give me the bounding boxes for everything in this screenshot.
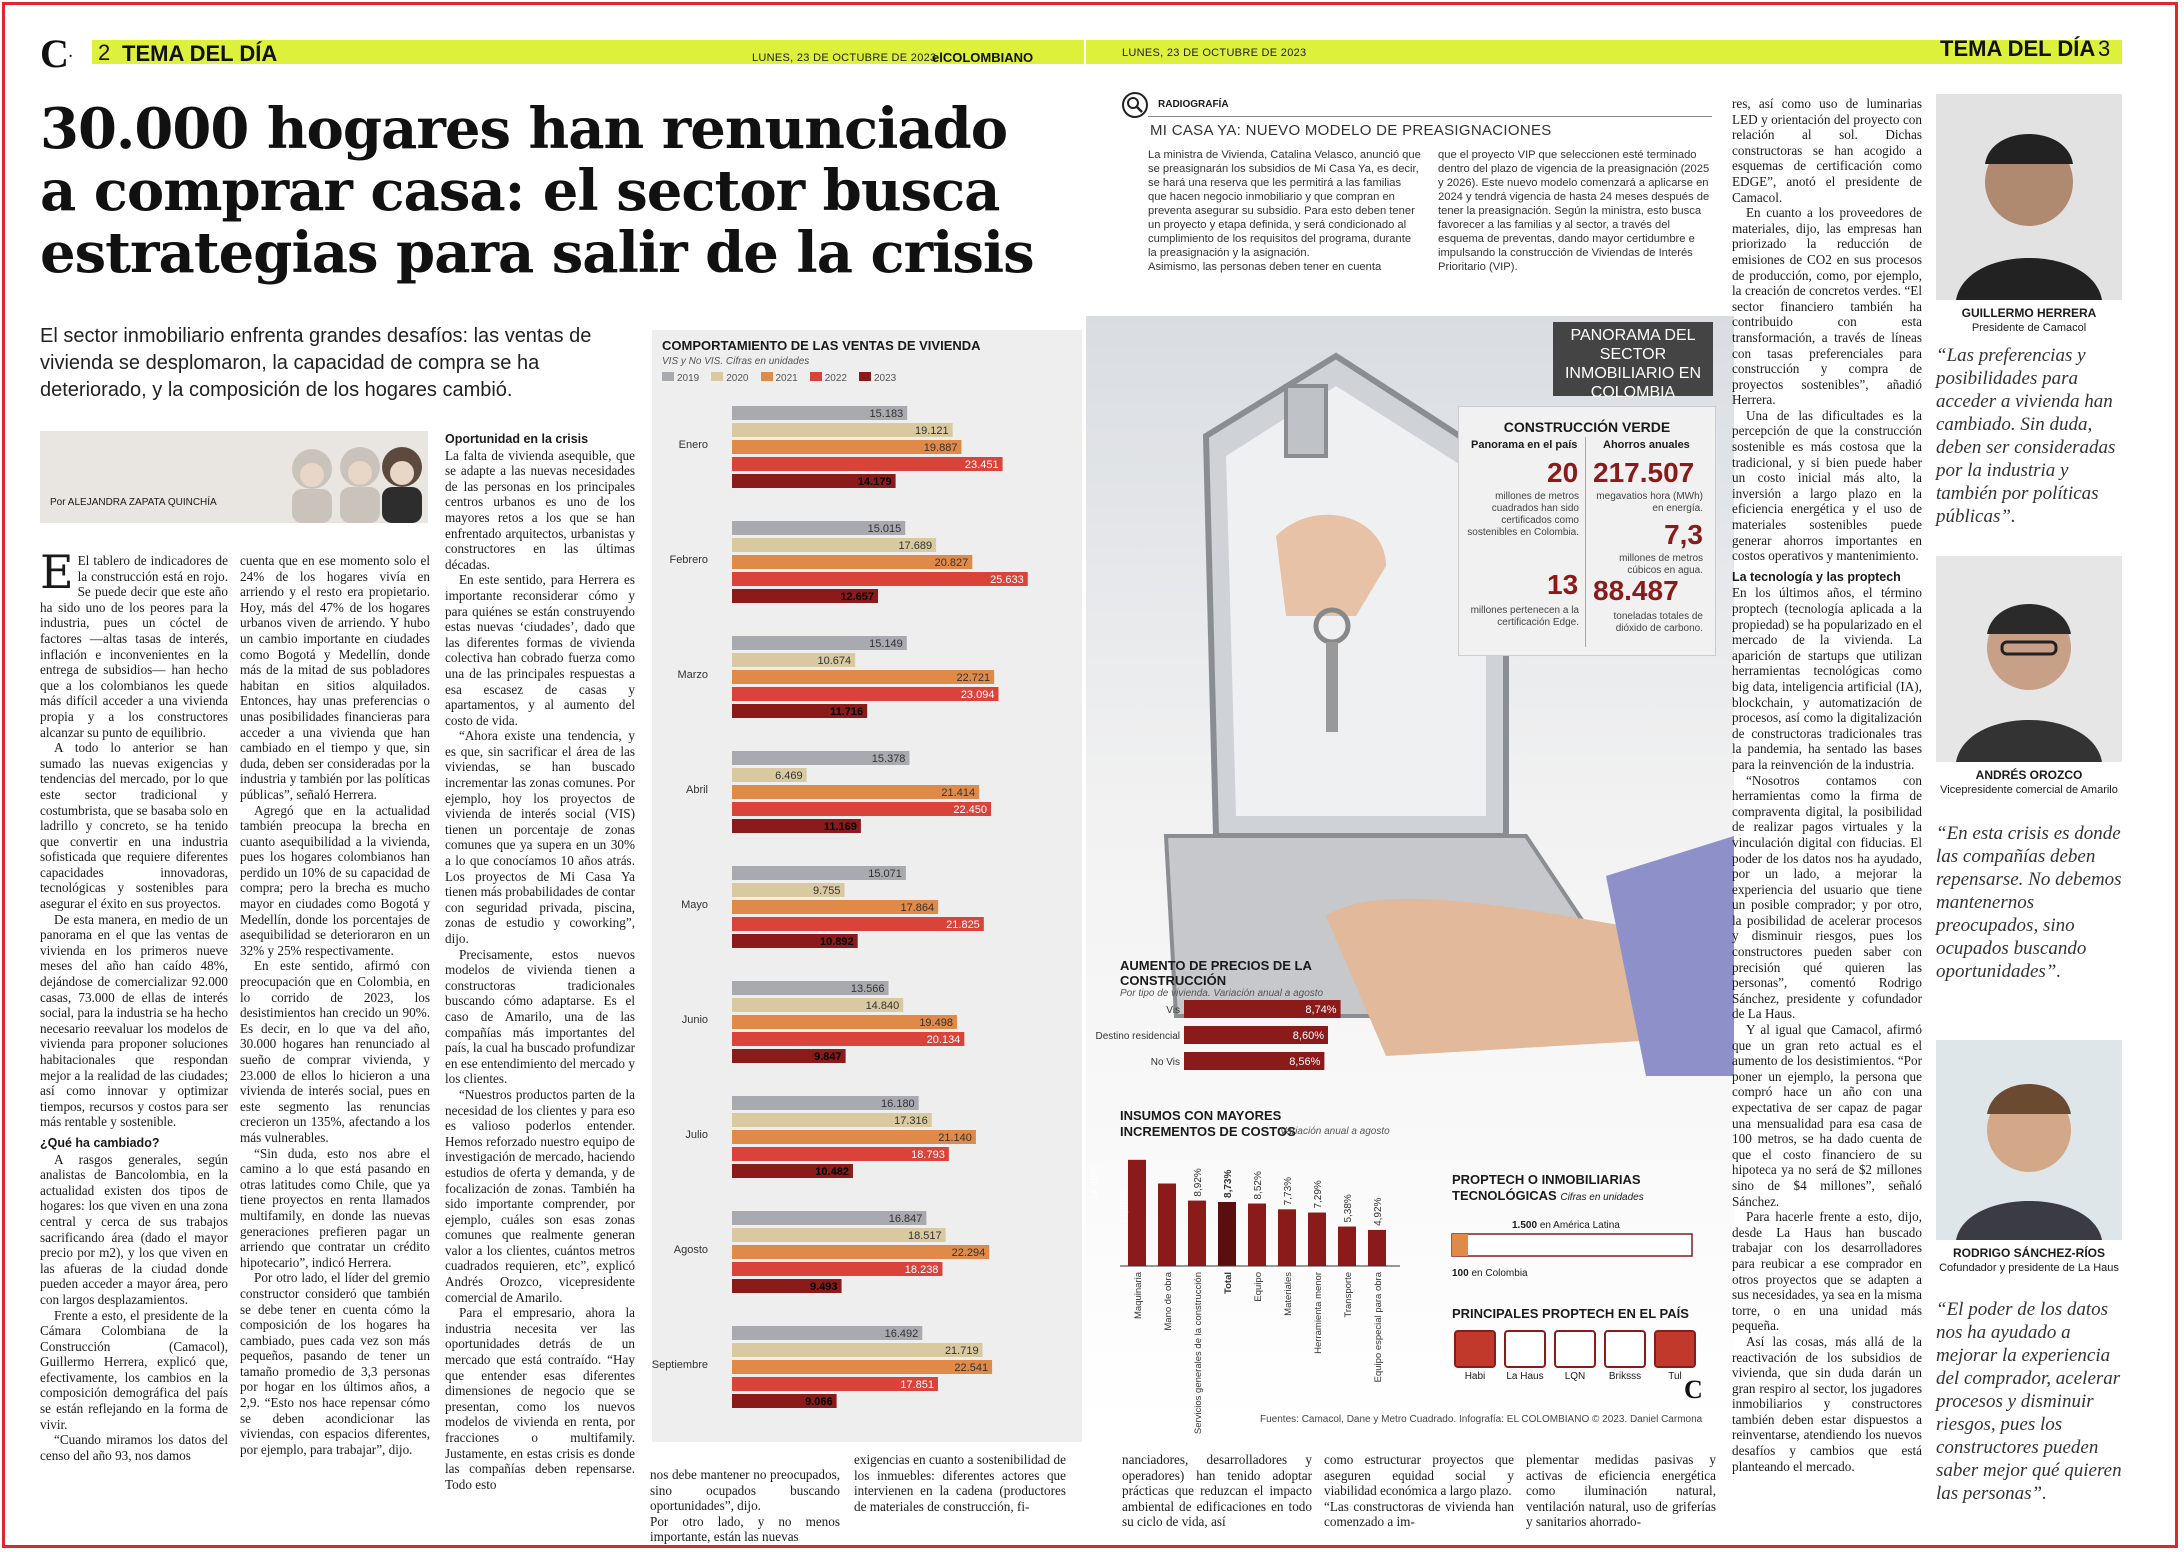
bar-value-label: 23.451: [964, 459, 999, 471]
inputs-value-label: 5,38%: [1343, 1194, 1354, 1223]
inputs-category-label: Maquinaria: [1133, 1272, 1144, 1319]
inputs-bar: [1128, 1160, 1146, 1266]
divider: [1148, 116, 1712, 117]
month-label: Abril: [685, 784, 708, 796]
paragraph: “Nosotros contamos con herramientas como la firma de compraventa digital, la posibilidad de realizar pagos virtuales y la vinculación digital con fiducias. El poder de los datos nos ha ayudado, por un lado, a mejorar la experiencia del usuario que tiene un posible comprador; y por otro, la posibilidad de acelerar procesos y disminuir riesgos, pues los constructores pueden saber con precisión qué quieren las personas”, comentó Rodrigo Sánchez, presidente y cofundador de La Haus.: [1732, 772, 1922, 1022]
month-group: [686, 751, 991, 833]
proptech-colombia: 100 en Colombia: [1452, 1268, 1528, 1279]
inputs-value-label: 4,92%: [1373, 1197, 1384, 1226]
paragraph: “Sin duda, esto nos abre el camino a lo que está pasando en otras latitudes como Chile, que ya tiene proyectos en renta llamados multifamily, en donde las nuevas generaciones prefieren pagar un arriendo que contratar un crédito hipotecario”, indicó Herrera.: [240, 1145, 430, 1270]
subheading: Oportunidad en la crisis: [445, 432, 589, 446]
divider: [1585, 437, 1586, 647]
bar-value-label: 18.238: [904, 1264, 939, 1276]
inputs-value-label: 7,29%: [1313, 1180, 1324, 1209]
photo-rodrigo-sanchez: [1936, 1040, 2122, 1240]
byline-box: [40, 431, 428, 523]
paragraph: E El tablero de indicadores de la construcción está en rojo. Se puede decir que este año ha sido uno de los peores para la industria, pues un cóctel de factores —altas tasas de interés, inflación e inconvenientes en la entrega de subsidios— han hecho que a los colombianos les quede más difícil acceder a una vivienda propia y a los constructores alcanzar su punto de equilibrio.: [40, 545, 228, 740]
sales-bar: [732, 1360, 992, 1374]
proptech-brands: [1452, 1330, 1702, 1384]
drop-cap: E: [40, 545, 74, 599]
bar-value-label: 17.316: [894, 1115, 928, 1127]
bar-value-label: 19.121: [914, 425, 949, 437]
stat-text: megavatios hora (MWh) en energía.: [1596, 491, 1703, 514]
month-label: Febrero: [669, 554, 708, 566]
price-chart: [1095, 958, 1410, 1098]
bar-value-label: 6.469: [775, 770, 803, 782]
legend-label: 2022: [824, 373, 847, 384]
bar-value-label: 18.517: [908, 1230, 942, 1242]
inputs-value-label: 14,48%: [1089, 1165, 1100, 1200]
person-name: GUILLERMO HERRERA: [1961, 306, 2097, 320]
legend-label: 2020: [726, 373, 749, 384]
inputs-bar: [1248, 1204, 1266, 1266]
sales-bar: [732, 802, 991, 816]
person-role: Cofundador y presidente de La Haus: [1939, 1262, 2119, 1274]
article-column-bottom-2: como estructurar proyectos que aseguren equidad social y viabilidad económica a largo plazo. “Las constructoras de vivienda han comenzado a im-: [1324, 1452, 1514, 1530]
chart-title: INSUMOS CON MAYORES INCREMENTOS DE COSTOS: [1120, 1108, 1296, 1139]
legend-label: 2023: [874, 373, 897, 384]
stat-number: 20: [1547, 457, 1579, 488]
chart-subtitle: Variación anual a agosto: [1280, 1126, 1390, 1137]
panorama-title: PANORAMA DEL SECTOR INMOBILIARIO EN COLOMBIA: [1553, 322, 1713, 396]
stat-number: 7,3: [1664, 519, 1703, 550]
stat-text: millones de metros cuadrados han sido certificados como sostenibles en Colombia.: [1467, 491, 1579, 538]
stat-number: 13: [1547, 569, 1579, 600]
page-number: 3: [2098, 36, 2111, 61]
colombiano-logo-icon: C.: [40, 31, 73, 76]
price-category-label: No Vis: [1150, 1057, 1180, 1068]
brand-logo-icon: [1604, 1330, 1646, 1368]
bar-value-label: 15.071: [868, 868, 902, 880]
stat-text: toneladas totales de dióxido de carbono.: [1613, 611, 1703, 634]
proptech-brand: [1502, 1330, 1548, 1382]
inputs-chart-svg: [1089, 1146, 1420, 1435]
bar-value-label: 10.892: [820, 936, 854, 948]
pull-quote: “Las preferencias y posibilidades para acceder a vivienda han cambiado. Sin duda, deben ser consideradas por la industria y también por políticas públicas”.: [1936, 345, 2116, 527]
bar-value-label: 11.716: [830, 706, 864, 718]
paragraph: “Nuestros productos parten de la necesidad de los clientes y para eso es valioso poderlos entender. Hemos reforzado nuestro equipo de investigación de mercado, haciendo estudios de oferta y demanda, y de focalización de zonas. También ha sido importante comprender, por ejemplo, cuáles son esas zonas comunes que realmente generan valor a los clientes, cuántos metros cuadrados requieren, etc”, explicó Andrés Orozco, vicepresidente comercial de Amarilo.: [445, 1086, 635, 1305]
paragraph: Precisamente, estos nuevos modelos de vivienda tienen a constructoras tradicionales buscando cómo adaptarse. Es el caso de Amarilo, una de las compañías más importantes del país, la cual ha buscado profundizar en ese entendimiento del mercado y los clientes.: [445, 946, 635, 1087]
month-group: [652, 1326, 992, 1408]
chart-subtitle: Por tipo de vivienda. Variación anual a agosto: [1120, 988, 1324, 999]
inputs-value-label: 11,25%: [1119, 1190, 1130, 1224]
month-group: [681, 866, 984, 948]
person-name: RODRIGO SÁNCHEZ-RÍOS: [1952, 1246, 2105, 1260]
bar-value-label: 19.498: [919, 1017, 953, 1029]
legend-swatch: [662, 372, 674, 381]
month-label: Mayo: [681, 899, 708, 911]
price-value-label: 8,74%: [1305, 1004, 1337, 1016]
paragraph: res, así como uso de luminarias LED y orientación del proyecto con relación al sol. Dichas constructoras se han acogido a esquemas de certificación como EDGE”, anotó el presidente de Camacol.: [1732, 96, 1922, 205]
sources: Fuentes: Camacol, Dane y Metro Cuadrado. Infografía: EL COLOMBIANO © 2023. Daniel Carmona: [1260, 1414, 1703, 1425]
month-label: Junio: [681, 1014, 708, 1026]
article-column-right: [1732, 96, 1922, 1540]
bar-value-label: 15.149: [869, 638, 903, 650]
paragraph: La falta de vivienda asequible, que se adapte a las nuevas necesidades de las personas en los principales centros urbanos es uno de los mayores retos a los que se han enfrentado arquitectos, urbanistas y constructores en las últimas décadas.: [445, 447, 635, 572]
bar-value-label: 21.719: [944, 1345, 979, 1357]
paragraph: A todo lo anterior se han sumado las nuevas exigencias y tendencias del mercado, por lo que este sector tradicional y costumbrista, que se basaba solo en ladrillo y concreto, se ha tenido que convertir en una industria sofisticada que requiere diferentes capacidades innovadoras, tecnológicas y sostenibles para asegurar el éxito en sus proyectos.: [40, 740, 228, 912]
bar-value-label: 9.847: [814, 1051, 842, 1063]
month-label: Enero: [678, 439, 708, 451]
sales-bar: [732, 457, 1003, 471]
paragraph: En este sentido, para Herrera es importante reconsiderar cómo y para quiénes se están construyendo estas nuevas ‘ciudades’, dado que las diferentes formas de vivienda colectiva han cobrado fuerza como una de las principales respuestas a esa escasez de casas y apartamentos, y al aumento del costo de vida.: [445, 572, 635, 728]
month-group: [682, 981, 965, 1063]
brand-name: Habi: [1464, 1371, 1486, 1382]
person-role: Presidente de Camacol: [1971, 322, 2087, 334]
bar-value-label: 17.851: [900, 1379, 934, 1391]
bar-value-label: 21.140: [938, 1132, 972, 1144]
brand-logo-icon: [1554, 1330, 1596, 1368]
price-chart-svg: [1095, 992, 1410, 1092]
article-column-2: [240, 553, 430, 1543]
box-title: CONSTRUCCIÓN VERDE: [1503, 419, 1671, 435]
chart-subtitle: VIS y No VIS. Cifras en unidades: [662, 356, 810, 367]
inputs-category-label: Equipo: [1253, 1272, 1264, 1302]
sales-bar: [732, 572, 1028, 586]
month-label: Septiembre: [651, 1359, 708, 1371]
bar-value-label: 21.825: [946, 919, 980, 931]
page-number: 2: [98, 40, 111, 65]
author-photos: [40, 431, 428, 523]
person-name: ANDRÉS OROZCO: [1975, 768, 2083, 782]
section-label: TEMA DEL DÍA: [1940, 36, 2096, 61]
inputs-bar: [1308, 1213, 1326, 1266]
paragraph: En los últimos años, el término proptech (tecnología aplicada a la propiedad) se ha popularizado en el mercado de la vivienda. La aparición de startups que utilizan herramientas tecnológicas como big data, inteligencia artificial (IA), blockchain, y automatización de procesos, así como la digitalización de constructoras tradicionales tras la pandemia, ha sentado las bases para la reinvención de la industria.: [1732, 585, 1922, 772]
paragraph: En este sentido, afirmó con preocupación que en Colombia, en lo corrido de 2023, los desistimientos han crecido un 90%. Es decir, en lo que va del año, 30.000 hogares han renunciado al sueño de comprar vivienda, y 23.000 de ellos lo hicieron a una vivienda de interés social, pues en este segmento las renuncias crecieron un 135%, afectando a los más vulnerables.: [240, 958, 430, 1145]
bar-value-label: 16.492: [884, 1328, 919, 1340]
box-subhead: Ahorros anuales: [1603, 439, 1690, 451]
bar-value-label: 16.180: [881, 1098, 915, 1110]
inputs-category-label: Equipo especial para obra: [1373, 1272, 1384, 1383]
bar-value-label: 10.674: [817, 655, 852, 667]
pull-quote: “El poder de los datos nos ha ayudado a mejorar la experiencia del comprador, acelerar procesos y disminuir riesgos, pues los constructores pueden saber mejor qué quieren las personas”.: [1936, 1299, 2122, 1504]
proptech-colombia-bar: [1452, 1234, 1468, 1256]
radiografia-title: MI CASA YA: NUEVO MODELO DE PREASIGNACIONES: [1150, 122, 1552, 139]
article-column-bottom-1: nanciadores, desarrolladores y operadores) han tenido adoptar prácticas que reduzcan el impacto ambiental de edificaciones en todo su ciclo de vida, así: [1122, 1452, 1312, 1530]
article-column-mid: exigencias en cuanto a sostenibilidad de los inmuebles: diferentes actores que intervienen en la cadena (productores de materiales de construcción, fi-: [854, 1452, 1066, 1514]
box-subhead: Panorama en el país: [1471, 439, 1578, 451]
brand-name: Briksss: [1608, 1371, 1642, 1382]
brand-logo-icon: [1454, 1330, 1496, 1368]
inputs-value-label: 7,73%: [1283, 1176, 1294, 1206]
headline-line: estrategias para salir de la crisis: [40, 220, 1034, 286]
bar-value-label: 17.689: [898, 540, 933, 552]
brand-logo-icon: [1654, 1330, 1696, 1368]
price-value-label: 8,60%: [1292, 1030, 1324, 1042]
bar-value-label: 9.493: [810, 1281, 838, 1293]
price-category-label: Destino residencial: [1095, 1031, 1180, 1042]
paragraph: Así las cosas, más allá de la reactivación de los subsidios de vivienda, que sin duda darán un gran respiro al sector, los jugadores inmobiliarios y constructores también deben estar dispuestos a reinventarse, atendiendo los nuevos desafíos y cambios que está planteando el mercado.: [1732, 1333, 1922, 1474]
bar-value-label: 15.015: [867, 523, 902, 535]
headline: [40, 98, 1080, 284]
inputs-bar: [1188, 1201, 1206, 1266]
bar-value-label: 17.864: [900, 902, 935, 914]
bar-value-label: 9.066: [805, 1396, 833, 1408]
brand-name: La Haus: [1506, 1371, 1544, 1382]
stat-number: 88.487: [1593, 575, 1679, 606]
inputs-category-label: Materiales: [1283, 1272, 1294, 1316]
inputs-value-label: 8,92%: [1193, 1168, 1204, 1197]
bar-value-label: 13.566: [850, 983, 885, 995]
stat-number: 217.507: [1593, 457, 1695, 488]
bar-value-label: 22.541: [954, 1362, 989, 1374]
legend-swatch: [859, 372, 871, 381]
pull-quote: “En esta crisis es donde las compañías deben repensarse. No debemos mantenernos preocupados, sino ocupados buscando oportunidades”.: [1936, 823, 2122, 982]
subheading: La tecnología y las proptech: [1732, 569, 1901, 584]
bar-value-label: 10.482: [815, 1166, 849, 1178]
sales-bar: [732, 687, 998, 701]
month-group: [679, 406, 1003, 488]
proptech-latam: 1.500 en América Latina: [1512, 1220, 1620, 1231]
bar-value-label: 23.094: [960, 689, 995, 701]
stat-text: millones de metros cúbicos en agua.: [1619, 553, 1703, 576]
subheading: ¿Qué ha cambiado?: [40, 1135, 160, 1150]
photo-guillermo-herrera: [1936, 94, 2122, 300]
price-category-label: Vis: [1166, 1005, 1180, 1016]
bar-value-label: 20.134: [926, 1034, 961, 1046]
paragraph: Y al igual que Camacol, afirmó que un gran reto actual es el aumento de los desistimientos. “Por poner un ejemplo, la persona que compró hace un año con una expectativa de ser capaz de pagar una mensualidad para esa casa de 100 metros, se ha dado cuenta de que el costo financiero de su hipoteca ya no será de $2 millones sino de $4 millones”, señaló Sánchez.: [1732, 1022, 1922, 1209]
inputs-category-label: Servicios generales de la construcción: [1193, 1272, 1204, 1435]
photo-andres-orozco: [1936, 556, 2122, 762]
month-group: [674, 1211, 989, 1293]
proptech-latam-bar: [1452, 1234, 1692, 1256]
inputs-bar: [1338, 1227, 1356, 1266]
sales-chart-svg: [652, 390, 1082, 1440]
inputs-bar: [1158, 1184, 1176, 1267]
brand-name: Tul: [1668, 1371, 1682, 1382]
chart-title: COMPORTAMIENTO DE LAS VENTAS DE VIVIENDA: [662, 338, 981, 353]
month-group: [677, 636, 998, 718]
headline-line: 30.000 hogares han renunciado: [40, 96, 1008, 162]
bar-value-label: 9.755: [813, 885, 841, 897]
paragraph: De esta manera, en medio de un panorama en el que las ventas de vivienda en los primeros nueve meses del año han caído 48%, dejándose de comercializar 92.000 casas, 73.000 de ellas de interés social, para la industria se ha hecho necesario reevaluar los modelos de vivienda para proponer soluciones habitacionales que respondan mejor a la realidad de las ciudades; así como innovar y optimizar tiempos, recursos y costos para ser más rentable y sostenible.: [40, 911, 228, 1130]
article-column-3: [445, 432, 635, 1542]
sales-chart: [652, 330, 1082, 1442]
bar-value-label: 18.793: [911, 1149, 945, 1161]
colombiano-logo-icon: C: [1684, 1375, 1703, 1404]
paragraph: Agregó que en la actualidad también preocupa la brecha en cuanto asequibilidad a la vivienda, pues los hogares colombianos han perdido un 10% de su capacidad de compra; pero la brecha es mucho mayor en ciudades como Bogotá y Medellín, donde los porcentajes de asequibilidad se deterioraron en un 32% y 25% respectivamente.: [240, 802, 430, 958]
green-construction-box: [1458, 406, 1716, 656]
inputs-category-label: Herramienta menor: [1313, 1272, 1324, 1354]
month-group: [669, 521, 1027, 603]
chart-legend: [662, 372, 908, 384]
inputs-chart: [1089, 1108, 1410, 1435]
inputs-bar: [1368, 1230, 1386, 1266]
section-label: TEMA DEL DÍA: [122, 41, 278, 66]
paragraph: A rasgos generales, según analistas de Bancolombia, en la actualidad existen dos tipos de hogares: los que viven en una zona central y cerca de sus trabajos sacrificando área (dado el mayor precio por m2), y los que viven en las afueras de la ciudad donde pueden acceder a mayor área, pero con largos desplazamientos.: [40, 1151, 228, 1307]
inputs-bar: [1218, 1202, 1236, 1266]
person-role: Vicepresidente comercial de Amarilo: [1940, 784, 2118, 796]
inputs-category-label: Total: [1223, 1272, 1234, 1294]
dateline: LUNES, 23 DE OCTUBRE DE 2023: [1122, 47, 1307, 59]
bar-value-label: 15.378: [871, 753, 906, 765]
proptech-brand: [1602, 1330, 1648, 1382]
radiografia-text-2: que el proyecto VIP que seleccionen esté terminado dentro del plazo de vigencia de la preasignación (2025 y 2026). Este nuevo modelo comenzará a aplicarse en 2024 y tendrá vigencia de hasta 24 meses después de tener la preasignación. Según la ministra, esto busca favorecer a las familias y al sector, a través del esquema de preventas, dando mayor certidumbre e impulsando la construcción de Viviendas de Interés Prioritario (VIP).: [1438, 149, 1710, 273]
chart-title: AUMENTO DE PRECIOS DE LA CONSTRUCCIÓN: [1120, 958, 1312, 988]
paragraph: Para hacerle frente a esto, dijo, desde La Haus han buscado trabajar con los desarrolladores para reubicar a ese comprador en otros proyectos que se adapten a sus necesidades, ya sea en la misma torre, o en una unidad más pequeña.: [1732, 1209, 1922, 1334]
magnifier-icon: [1122, 92, 1148, 118]
article-column-bottom-3: plementar medidas pasivas y activas de eficiencia energética como iluminación natural, ventilación natural, uso de griferías y sanitarios ahorrado-: [1526, 1452, 1716, 1530]
month-label: Julio: [685, 1129, 708, 1141]
article-column-4: nos debe mantener no preocupados, sino ocupados buscando oportunidades”, dijo. Por otro lado, y no menos importante, están las nuevas: [650, 1467, 840, 1545]
proptech-bars: [1452, 1232, 1702, 1262]
radiografia-text-1: La ministra de Vivienda, Catalina Velasco, anunció que se preasignarán los subsidios de Mi Casa Ya, es decir, se hará una reserva que les permitirá a las familias que hacen negocio inmobiliario y que compran en preventa asegurar su subsidio. Para esto deben tener un proyecto y etapa definida, y será condicionado al cumplimiento de los requisitos del programa, durante la preasignación y la asignación. Asimismo, las personas deben tener en cuenta: [1148, 149, 1421, 273]
lede: El sector inmobiliario enfrenta grandes desafíos: las ventas de vivienda se desplomaron, la capacidad de compra se ha deteriorado, y la composición de los hogares cambió.: [40, 325, 592, 401]
bar-value-label: 22.450: [953, 804, 988, 816]
stat-text: millones pertenecen a la certificación Edge.: [1470, 605, 1579, 628]
month-label: Marzo: [677, 669, 708, 681]
month-label: Agosto: [673, 1244, 708, 1256]
paragraph: Una de las dificultades es la percepción de que la construcción sostenible es más costosa que la tradicional, y si bien puede haber un costo inicial más alto, la inversión a largo plazo en la eficiencia energética y el uso de materiales sostenibles puede generar ahorros importantes en costos operativos y mantenimiento.: [1732, 407, 1922, 564]
proptech-brand: [1552, 1330, 1598, 1382]
legend-label: 2021: [775, 373, 798, 384]
legend-swatch: [761, 372, 773, 381]
bar-value-label: 22.721: [956, 672, 991, 684]
article-column-1: [40, 545, 228, 1543]
inputs-category-label: Mano de obra: [1163, 1272, 1174, 1331]
paragraph: En cuanto a los proveedores de materiales, dijo, las empresas han priorizado la reducción de emisiones de CO2 en sus procesos de producción, como, por ejemplo, la creación de concretos verdes. “El sector financiero también ha contribuido con esta transformación, a través de líneas con tasas preferenciales para construcción y compra de proyectos sostenibles”, añadió Herrera.: [1732, 205, 1922, 408]
bar-value-label: 16.847: [888, 1213, 923, 1225]
principales-title: PRINCIPALES PROPTECH EN EL PAÍS: [1452, 1306, 1689, 1321]
brand-logo-icon: [1504, 1330, 1546, 1368]
price-value-label: 8,56%: [1289, 1056, 1321, 1068]
paragraph: cuenta que en ese momento solo el 24% de los hogares vivía en arriendo y el resto era propietario. Hoy, más del 47% de los hogares urbanos viven de arriendo. Y hubo un cambio importante en ciudades como Bogotá y Medellín, donde más de la mitad de sus pobladores habitan en sitios alquilados. Entonces, hay unas preferencias o unas posibilidades financieras para acceder a una vivienda que han cambiado en el tiempo y que, sin duda, deben ser consideradas por la industria y también por las políticas públicas”, señaló Herrera.: [240, 553, 430, 802]
brand-name: elCOLOMBIANO: [932, 50, 1034, 65]
inputs-bar: [1278, 1209, 1296, 1266]
radiografia-label: RADIOGRAFÍA: [1158, 99, 1229, 110]
bar-value-label: 19.887: [923, 442, 958, 454]
sales-bar: [732, 670, 994, 684]
legend-label: 2019: [677, 373, 700, 384]
proptech-brand: [1452, 1330, 1498, 1382]
inputs-value-label: 8,73%: [1223, 1169, 1234, 1198]
inputs-value-label: 8,52%: [1253, 1171, 1264, 1200]
paragraph: “Ahora existe una tendencia, y es que, sin sacrificar el área de las viviendas, se han buscado incrementar las zonas comunes. Por ejemplo, hoy los proyectos de vivienda de interés social (VIS) tienen un porcentaje de zonas comunes que ya supera en un 30% a lo que conocíamos 10 años atrás. Los proyectos de Mi Casa Ya tienen más probabilidades de contar con seguridad privada, piscina, zonas de estudio y coworking”, dijo.: [445, 728, 635, 946]
headline-line: a comprar casa: el sector busca: [40, 158, 1000, 224]
byline-text: Por ALEJANDRA ZAPATA QUINCHÍA: [50, 497, 217, 508]
brand-name: LQN: [1564, 1371, 1586, 1382]
bar-value-label: 14.179: [857, 476, 892, 488]
bar-value-label: 25.633: [990, 574, 1024, 586]
bar-value-label: 15.183: [869, 408, 904, 420]
legend-swatch: [810, 372, 822, 381]
inputs-category-label: Transporte: [1343, 1272, 1354, 1318]
chart-title: PROPTECH O INMOBILIARIAS TECNOLÓGICAS Cifras en unidades: [1452, 1172, 1644, 1203]
month-group: [685, 1096, 976, 1178]
legend-swatch: [711, 372, 723, 381]
bar-value-label: 20.827: [934, 557, 969, 569]
paragraph: Frente a esto, el presidente de la Cámara Colombiana de la Construcción (Camacol), Guillermo Herrera, explicó que, efectivamente, los cambios en la composición demográfica del país se están reflejando en la forma de vivir.: [40, 1307, 228, 1432]
bar-value-label: 21.414: [941, 787, 976, 799]
bar-value-label: 14.840: [865, 1000, 900, 1012]
bar-value-label: 12.657: [840, 591, 875, 603]
bar-value-label: 11.169: [823, 821, 857, 833]
paragraph: “Cuando miramos los datos del censo del año 93, nos damos: [40, 1432, 228, 1463]
dateline: LUNES, 23 DE OCTUBRE DE 2023: [752, 52, 937, 64]
paragraph: Para el empresario, ahora la industria necesita ver las oportunidades detrás de un mercado que está contraído. “Hay que entender esas diferentes dimensiones de negocio que se presentan, como los nuevos modelos de vivienda en renta, por fracciones o multifamily. Justamente, en estas crisis es donde las compañías deben repensarse. Todo esto: [445, 1305, 635, 1492]
paragraph: Por otro lado, el líder del gremio constructor consideró que también se debe tener en cuenta cómo la composición de los hogares ha cambiado, pues cada vez son más pequeños, pasando de tener un tamaño promedio de 3,3 personas por hogar en los últimos años, a 2,9. “Esto nos hace repensar cómo se deben acondicionar las viviendas, con espacios diferentes, por ejemplo, para trabajar”, dijo.: [240, 1270, 430, 1457]
bar-value-label: 22.294: [951, 1247, 986, 1259]
